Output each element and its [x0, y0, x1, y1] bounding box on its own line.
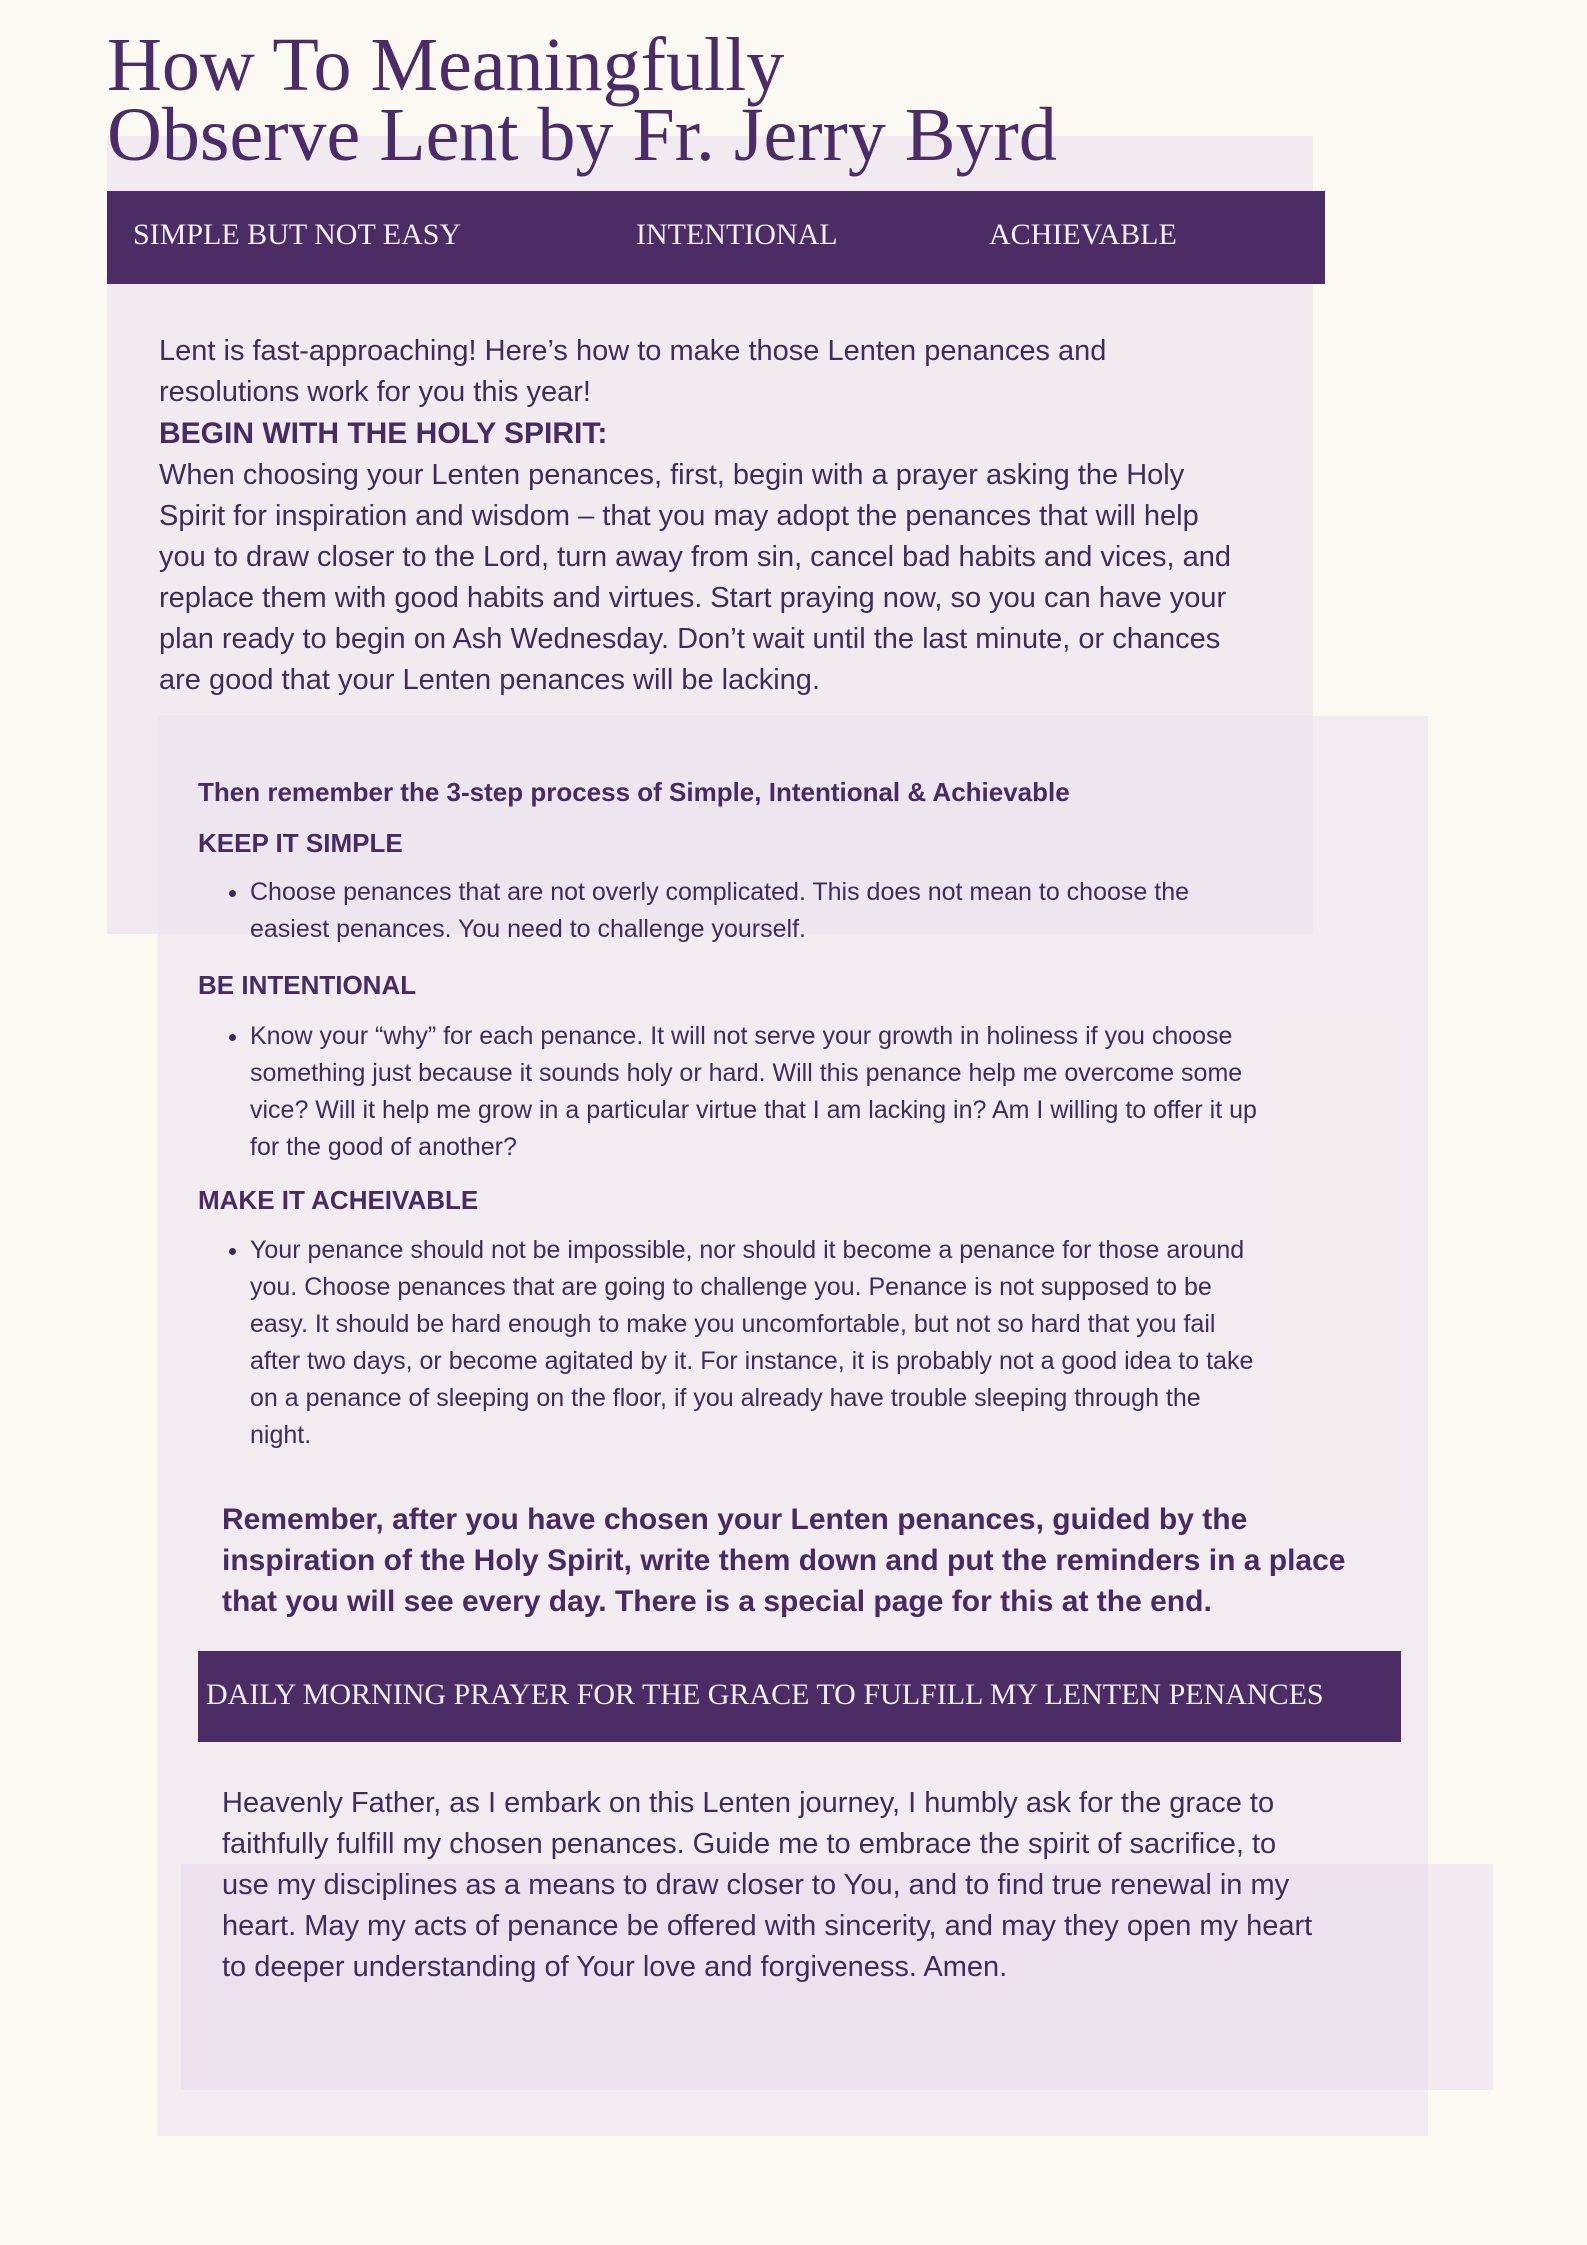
- three-step-section: [198, 776, 1268, 1454]
- banner-item-simple: SIMPLE BUT NOT EASY: [133, 218, 462, 251]
- keep-it-simple-list: [198, 874, 1268, 948]
- prayer-title-banner: [198, 1651, 1401, 1742]
- title-line-2: Observe Lent by Fr. Jerry Byrd: [107, 93, 1057, 177]
- make-it-achievable-heading: MAKE IT ACHEIVABLE: [198, 1185, 479, 1215]
- keep-it-simple-item: • Choose penances that are not overly complicated. This does not mean to choose the easiest penances. You need to challenge yourself.: [250, 874, 1268, 948]
- be-intentional-heading: BE INTENTIONAL: [198, 970, 417, 1000]
- prayer-text: Heavenly Father, as I embark on this Lenten journey, I humbly ask for the grace to faithfully fulfill my chosen penances. Guide me to embrace the spirit of sacrifice, to use my disciplines as a means to draw closer to You, and to find true renewal in my heart. May my acts of penance be offered with sincerity, and may they open my heart to deeper understanding of Your love and forgiveness. Amen.: [222, 1787, 1313, 1983]
- make-it-achievable-item: • Your penance should not be impossible, nor should it become a penance for those around you. Choose penances that are going to challenge you. Penance is not supposed to be easy. It should be hard enough to make you uncomfortable, but not so hard that you fail after two days, or become agitated by it. For instance, it is probably not a good idea to take on a penance of sleeping on the floor, if you already have trouble sleeping through the night.: [250, 1232, 1268, 1454]
- be-intentional-item: • Know your “why” for each penance. It will not serve your growth in holiness if you choose something just because it sounds holy or hard. Will this penance help me overcome some vice? Will it help me grow in a particular virtue that I am lacking in? Am I willing to offer it up for the good of another?: [250, 1018, 1268, 1166]
- keep-it-simple-heading: KEEP IT SIMPLE: [198, 828, 403, 858]
- intro-text: Lent is fast-approaching! Here’s how to make those Lenten penances and resolutions work for you this year!: [159, 335, 1107, 408]
- title-line-1: How To Meaningfully: [107, 23, 785, 107]
- three-step-lead: Then remember the 3-step process of Simple, Intentional & Achievable: [198, 777, 1070, 807]
- prayer-title: DAILY MORNING PRAYER FOR THE GRACE TO FULFILL MY LENTEN PENANCES: [206, 1678, 1324, 1711]
- holy-spirit-body: When choosing your Lenten penances, first, begin with a prayer asking the Holy Spirit for inspiration and wisdom – that you may adopt the penances that will help you to draw closer to the Lord, turn away from sin, cancel bad habits and vices, and replace them with good habits and virtues. Start praying now, so you can have your plan ready to begin on Ash Wednesday. Don’t wait until the last minute, or chances are good that your Lenten penances will be lacking.: [159, 459, 1231, 696]
- page-title: [107, 23, 1057, 177]
- intro-section: [159, 331, 1239, 701]
- principles-banner: [107, 191, 1325, 284]
- make-it-achievable-list: [198, 1232, 1268, 1454]
- banner-item-intentional: INTENTIONAL: [636, 218, 838, 251]
- banner-item-achievable: ACHIEVABLE: [989, 218, 1177, 251]
- reminder-text: Remember, after you have chosen your Lenten penances, guided by the inspiration of the Holy Spirit, write them down and put the reminders in a place that you will see every day. There is a special page for this at the end.: [222, 1503, 1346, 1618]
- holy-spirit-heading: BEGIN WITH THE HOLY SPIRIT:: [159, 417, 608, 450]
- be-intentional-list: [198, 1018, 1268, 1166]
